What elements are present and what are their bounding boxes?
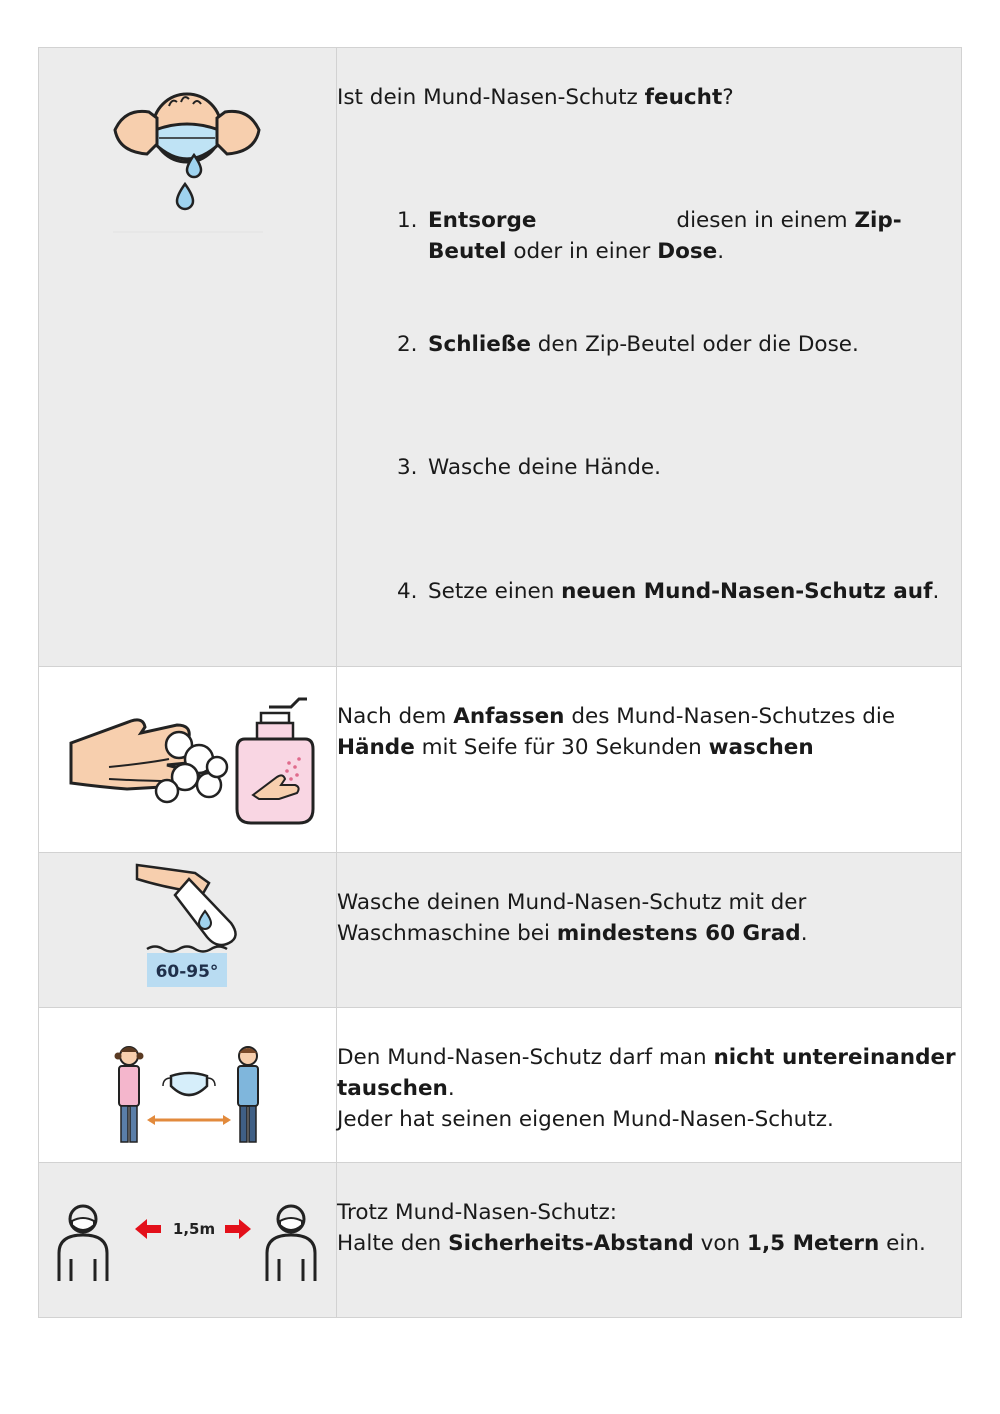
picture-cell	[39, 1163, 337, 1318]
text-cell	[337, 1163, 962, 1318]
text-cell	[337, 48, 962, 667]
text-cell	[337, 1008, 962, 1163]
step-4	[337, 576, 961, 607]
washing-text	[337, 887, 961, 949]
text-cell	[337, 853, 962, 1008]
hand-washing-soap-icon	[39, 667, 336, 827]
step-text: oder in einer	[506, 239, 658, 264]
row-hand-washing	[39, 667, 962, 853]
step-emphasis: Zip-Beutel	[428, 208, 902, 264]
text-emphasis: nicht untereinander tauschen	[337, 1045, 956, 1101]
text-emphasis: mindestens 60 Grad	[556, 921, 801, 946]
step-number: 2.	[397, 332, 418, 357]
text-part: .	[447, 1076, 455, 1101]
picture-cell	[39, 667, 337, 853]
question-mark: ?	[722, 85, 734, 110]
text-emphasis: Hände	[337, 735, 415, 760]
text-part: mit Seife für 30 Sekunden	[414, 735, 709, 760]
step-text: Setze einen	[428, 579, 562, 604]
text-emphasis: waschen	[708, 735, 814, 760]
step-2	[337, 329, 961, 360]
text-part: Wasche deinen Mund-Nasen-Schutz mit der Waschmaschine bei	[337, 890, 807, 946]
distance-text	[337, 1197, 961, 1259]
text-part: Den Mund-Nasen-Schutz darf man	[337, 1045, 714, 1070]
temperature-label: 60-95°	[155, 962, 219, 982]
text-part: Halte den	[337, 1231, 449, 1256]
picture-cell	[39, 1008, 337, 1163]
distance-label: 1,5m	[172, 1220, 216, 1238]
row-safety-distance	[39, 1163, 962, 1318]
text-part: von	[693, 1231, 747, 1256]
washing-machine-temperature-icon	[39, 853, 336, 1003]
safety-distance-icon	[39, 1163, 336, 1313]
text-part: Trotz Mund-Nasen-Schutz:	[337, 1200, 618, 1225]
text-part: Jeder hat seinen eigenen Mund-Nasen-Schutz.	[337, 1107, 834, 1132]
row-wet-mask	[39, 48, 962, 667]
step-text: .	[717, 239, 725, 264]
hand-washing-text	[337, 701, 961, 763]
step-number: 1.	[397, 208, 418, 233]
wet-mask-icon	[39, 48, 336, 248]
step-text: .	[932, 579, 940, 604]
text-part: Nach dem	[337, 704, 454, 729]
step-emphasis: Schließe	[428, 332, 531, 357]
step-number: 4.	[397, 579, 418, 604]
text-emphasis: 1,5 Metern	[747, 1231, 880, 1256]
no-exchange-text	[337, 1042, 961, 1135]
step-3	[337, 452, 961, 483]
step-emphasis: neuen Mund-Nasen-Schutz auf	[561, 579, 933, 604]
text-part: ein.	[879, 1231, 926, 1256]
picture-cell	[39, 853, 337, 1008]
step-emphasis: Dose	[657, 239, 718, 264]
text-cell	[337, 667, 962, 853]
step-text: den Zip-Beutel oder die Dose.	[530, 332, 859, 357]
row-washing-machine	[39, 853, 962, 1008]
text-emphasis: Anfassen	[453, 704, 565, 729]
step-1	[337, 205, 961, 267]
no-mask-exchange-icon	[39, 1008, 336, 1158]
step-text: Wasche deine Hände.	[428, 455, 661, 480]
text-part: des Mund-Nasen-Schutzes die	[564, 704, 896, 729]
text-part: .	[800, 921, 808, 946]
step-number: 3.	[397, 455, 418, 480]
text-emphasis: Sicherheits-Abstand	[448, 1231, 694, 1256]
step-text: diesen in einem	[676, 208, 855, 233]
question-text	[337, 82, 961, 113]
question-emphasis: feucht	[644, 85, 723, 110]
question-part: Ist dein Mund-Nasen-Schutz	[337, 85, 645, 110]
steps-list	[337, 205, 961, 607]
instruction-table	[38, 47, 962, 1318]
row-no-exchange	[39, 1008, 962, 1163]
step-emphasis: Entsorge	[428, 208, 537, 233]
picture-cell	[39, 48, 337, 667]
